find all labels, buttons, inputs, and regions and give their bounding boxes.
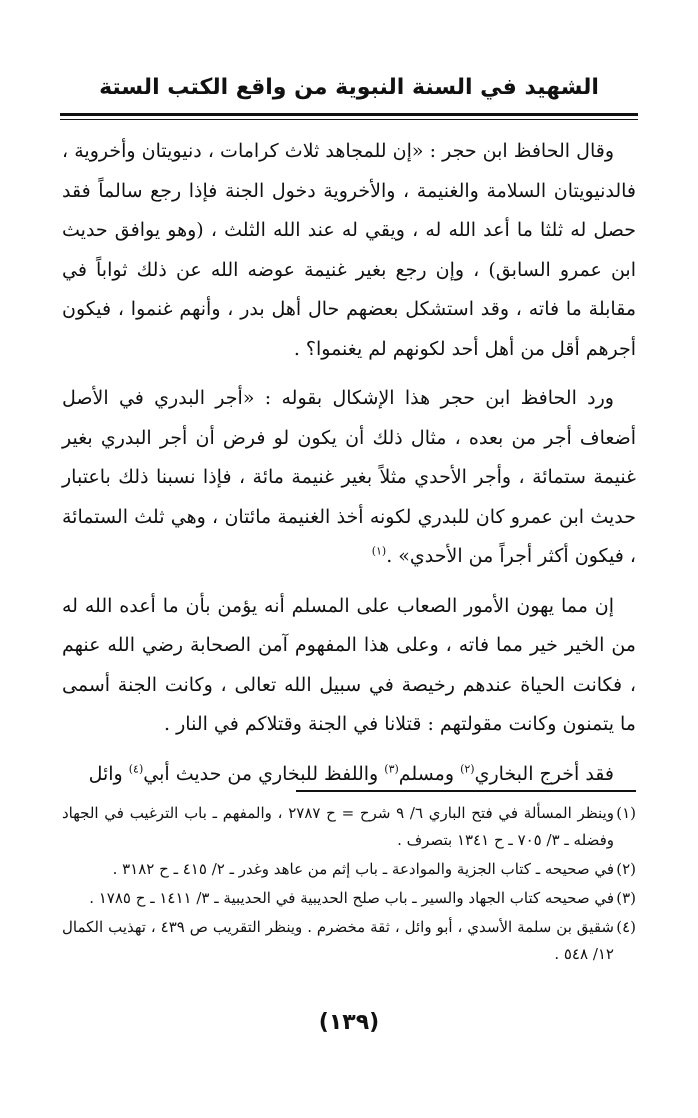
footnote-text: في صحيحه ـ كتاب الجزية والموادعة ـ باب إثم من عاهد وغدر ـ ٢/ ٤١٥ ـ ح ٣١٨٢ .: [112, 860, 614, 878]
paragraph-2-text: ورد الحافظ ابن حجر هذا الإشكال بقوله : «أجر البدري في الأصل أضعاف أجر من بعده ، مثال ذلك أن يكون لو فرض أن أجر البدري بغير غنيمة ستمائة ، وأجر الأحدي مثلاً بغير غنيمة مائة ، فإذا نسبنا ذلك باعتبار حديث ابن عمرو كان للبدري لكونه أخذ الغنيمة مائتان ، وهي ثلث الستمائة ، فيكون أكثر أجراً من الأحدي» .: [62, 387, 636, 567]
paragraph-2: [62, 379, 636, 577]
paragraph-4: [62, 755, 636, 795]
footnote-number: (٢): [616, 860, 636, 878]
paragraph-4-part-3: واللفظ للبخاري من حديث أبي: [143, 762, 385, 785]
footnote-marker-4: (٤): [128, 762, 144, 776]
running-header: الشهيد في السنة النبوية من واقع الكتب الستة: [99, 75, 599, 100]
footnote-1: [62, 800, 636, 854]
footnote-number: (٤): [616, 918, 636, 936]
footnote-marker-3: (٣): [384, 762, 399, 776]
footnote-text: شقيق بن سلمة الأسدي ، أبو وائل ، ثقة مخضرم . وينظر التقريب ص ٤٣٩ ، تهذيب الكمال ١٢/ ٥٤٨ .: [62, 918, 614, 963]
footnote-number: (١): [616, 804, 636, 822]
footnotes: [62, 800, 636, 970]
header-rule: [60, 113, 638, 116]
footnote-marker-1: (١): [371, 544, 387, 558]
paragraph-3: إن مما يهون الأمور الصعاب على المسلم أنه يؤمن بأن ما أعده الله له من الخير خير مما فاته ، وعلى هذا المفهوم آمن الصحابة رضي الله عنهم ، فكانت الحياة عندهم رخيصة في سبيل الله تعالى ، وكانت الجنة أسمى ما يتمنون وكانت مقولتهم : قتلانا في الجنة وقتلاكم في النار .: [62, 594, 636, 735]
header-rule-thin: [60, 119, 638, 120]
footnote-text: في صحيحه كتاب الجهاد والسير ـ باب صلح الحديبية في الحديبية ـ ٣/ ١٤١١ ـ ح ١٧٨٥ .: [89, 889, 614, 907]
footnote-4: [62, 914, 636, 968]
paragraph-4-part-2: ومسلم: [398, 762, 461, 785]
footnote-text: وينظر المسألة في فتح الباري ٦/ ٩ شرح = ح ٢٧٨٧ ، والمفهم ـ باب الترغيب في الجهاد وفضله ـ ٣/ ٧٠٥ ـ ح ١٣٤١ بتصرف .: [62, 804, 614, 849]
footnote-marker-2: (٢): [460, 762, 475, 776]
paragraph-1: وقال الحافظ ابن حجر : «إن للمجاهد ثلاث كرامات ، دنيويتان وأخروية ، فالدنيويتان السلامة والغنيمة ، والأخروية دخول الجنة فإذا رجع سالماً فقد حصل له ثلثا ما أعد الله له ، ويقي له عند الله الثلث ، (وهو يوافق حديث ابن عمرو السابق) ، وإن رجع بغير غنيمة عوضه الله عن ذلك ثواباً في مقابلة ما فاته ، وقد استشكل بعضهم حال أهل بدر ، وأنهم غنموا ، فيكون أجرهم أقل من أهل أحد لكونهم لم يغنموا؟ .: [62, 140, 636, 360]
page-number: (١٣٩): [318, 1010, 380, 1035]
paragraph-4-part-4: وائل: [88, 762, 129, 785]
footnote-separator: [296, 790, 636, 792]
footnote-2: [62, 856, 636, 883]
footnote-3: [62, 885, 636, 912]
paragraph-4-part-1: فقد أخرج البخاري: [474, 762, 614, 785]
footnote-number: (٣): [616, 889, 636, 907]
main-text: [62, 132, 636, 794]
